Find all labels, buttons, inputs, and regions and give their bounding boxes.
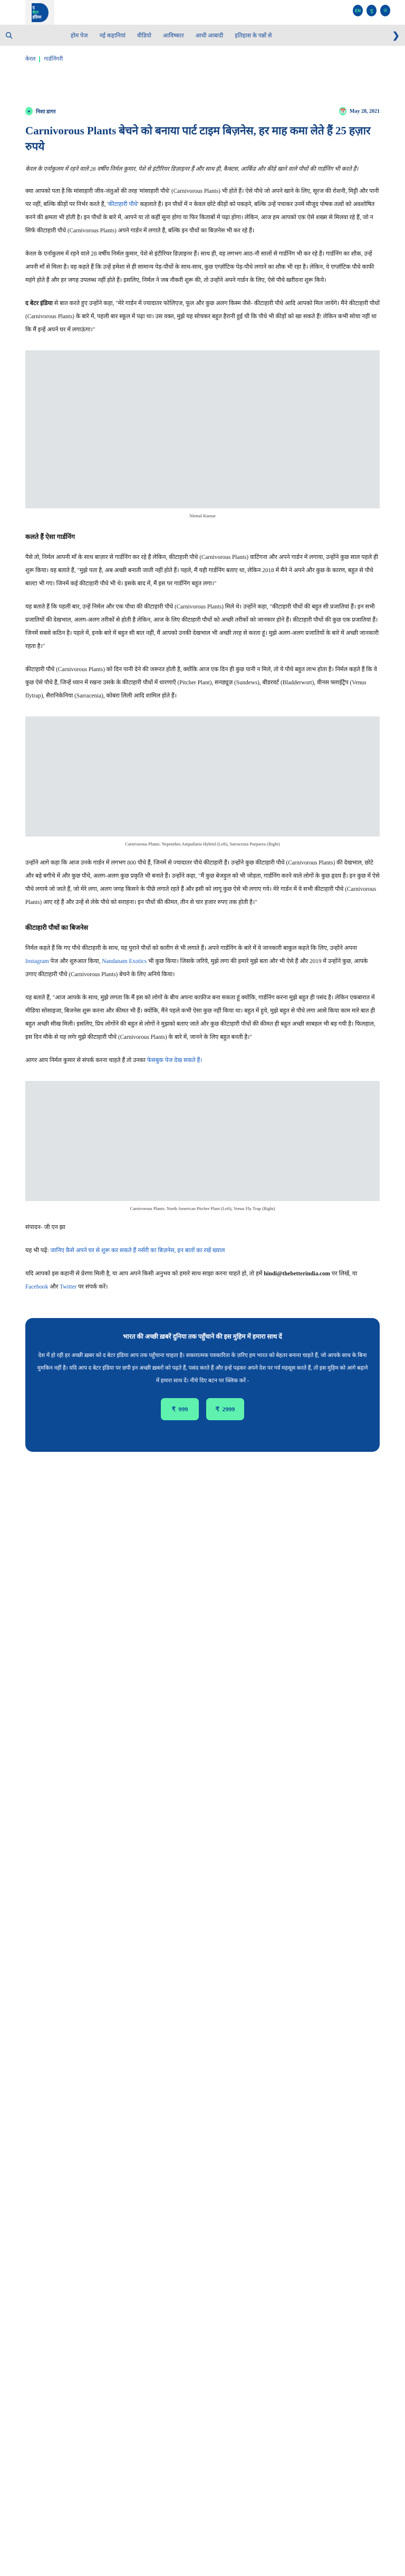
- search-icon[interactable]: [3, 32, 15, 39]
- donate-999-button[interactable]: [161, 1398, 199, 1420]
- paragraph: [25, 551, 380, 591]
- lang-en-button[interactable]: EN: [353, 5, 363, 16]
- user-icon: ●: [25, 107, 33, 115]
- figure-caption: Carnivorous Plants: Nepenthes Ampullaria Hybrid (Left), Sarracenia Purpurea (Right): [125, 841, 280, 847]
- article-content: [25, 185, 380, 1294]
- section-heading-2: कीटाहारी पौधों का बिजनेस: [25, 924, 89, 931]
- text-run: पर लिखें, या: [330, 1271, 358, 1277]
- inline-link[interactable]: फेसबुक पेज देख सकते हैं।: [147, 1057, 202, 1064]
- breadcrumb-item-gardening[interactable]: गार्डनिंगरी: [44, 56, 63, 62]
- emphasis-text: द बेटर इंडिया: [25, 300, 53, 307]
- article-excerpt: केरल के एर्नाकुलम में रहने वाले 28 वर्षीय निर्मल कुमार, पेशे से इंटीरियर डिज़ाइनर हैं और साथ ही, कैक्टस, आर्किड और कीड़े खाने वाले पौधों की गार्डनिंग भी करते हैं।: [25, 166, 359, 172]
- donation-buttons: [37, 1398, 368, 1420]
- paragraph: [25, 185, 380, 238]
- paragraph: [25, 297, 380, 337]
- nav-item-innovation[interactable]: आविष्कार: [162, 32, 184, 39]
- contact-line: [25, 1267, 380, 1294]
- text-run: यदि आपको इस कहानी से प्रेरणा मिली है, या आप अपने किसी अनुभव को हमारे साथ साझा करना चाहते हो, तो हमें: [25, 1271, 264, 1277]
- text-run: पैसे तो, निर्मल आपनी माँ के साथ बाज़ार से गार्डनिंग कर रहे हैं लेकिन, कीटाहारी पौधे (Carnivorous Plants) वाटिंगना और अपने गार्डन में लगाया, उन्होंने कुछ साल पहले ही शुरू किया। वह बताते हैं, "मुझे पता है, अब अच्छी बनाती जाती नहीं होते हैं। पहले, मैं यही गार्डनिंग बताए था, लेकिन 2018 में मैंने ने अपने और कुछ के कारण, बहुत से पौधे बाल्टा भी गए। जिनमें कई कीटाहारी पौधे भी थे। इसके बाद में, मैं इस पर गार्डनिंग बहुत लगा।": [25, 554, 378, 587]
- lang-gu-button[interactable]: गु: [367, 5, 377, 16]
- text-run: उन्होंने आगे कहा कि आज उनके गार्डन में लगभग 800 पौधे हैं, जिनमें से ज्यादातर पौधे कीटाहारी हैं। उन्होंने कुछ कीटाहारी पौधे (Carnivorous Plants) की देखभाल, छोटे और बड़े बगीचे में और कुछ पौधे, अलग-अलग कुछ प्रकृति भी बनाते हैं। उन्होंने कहा, "मैं कुछ बेजड़ुल को भी जोड़ता, गार्डनिंग करने वाले लोगों के कुछ हृदय हैं। इन कुछ में ऐसे पौधे लगाये जो जाते हैं, जो मेरे लगा, अलग जगह किसने के पीछे लगाते रहते हैं और इसी को लागू कुछ ऐसे भी लगाए गये। मेरे गार्डन में ये सभी कीटाहारी पौधे (Carnivorous Plants) आए रहे हैं और उन्हें से लेके पौधे को सराहना। इन पौधों की कीमत, तीन से चार हजार रुपए तक होती है।": [25, 860, 380, 906]
- nav-item-videos[interactable]: वीडियो: [137, 32, 151, 39]
- paragraph: [25, 1054, 380, 1067]
- figure-carnivorous-plants: [25, 716, 380, 847]
- article-meta: [25, 107, 380, 115]
- also-read-prefix: यह भी पढ़ें:: [25, 1247, 51, 1254]
- north-american-pitcher-plant-photo: [25, 1081, 380, 1201]
- figure-caption: Nirmal Kumar: [189, 513, 216, 518]
- text-run: कीटाहारी पौधे (Carnivorous Plants) को दिन पानी देने की जरूरत होती है, क्योंकि आज एक दिन ही कुछ पानी न मिले, तो ये पौधे बहुत लाभ होता है। निर्मल कहते हैं कि वे कुछ ऐसे पौधे हैं, जिन्हें ध्यान में रखना उसके के कीटाहारी पौधों में धारणाएँ (Pitcher Plant), सनड्यूज़ (Sundews), बीडरवर्ट (Bladderwort), वीनस फ्लाईट्रैप (Venus flytrap), सैरानिकेनिया (Sarracenia), कोबरा लिली आदि शामिल होते हैं।: [25, 666, 377, 699]
- calendar-icon: 📅: [339, 107, 346, 115]
- donation-banner: [25, 1318, 380, 1452]
- text-run: पेज और शुरुआत किया,: [49, 958, 102, 965]
- inline-link[interactable]: Nandanam Exotics: [102, 958, 147, 965]
- logo-line-3: इंडिया: [32, 15, 42, 19]
- editor-credit: संपादन- जी एन झा: [25, 1224, 66, 1231]
- nirmal-kumar-photo: [25, 350, 380, 508]
- site-logo[interactable]: [25, 0, 54, 25]
- rupee-icon: ₹: [215, 1405, 220, 1413]
- text-run: भी कुछ किया। जिसके जरिये, मुझे लगा की हमारे मुझे बता और भी ऐसे हैं और 2019 में उन्होंने कुछ, आपके उगाए कीटाहारी पौधे (Carnivorous Plants) बेचने के लिए अनिये किया।: [25, 958, 368, 978]
- carnivorous-plants-photo: [25, 716, 380, 837]
- page-title: Carnivorous Plants बेचने को बनाया पार्ट टाइम बिज़नेस, हर माह कमा लेते हैं 25 हज़ार रुपये: [25, 124, 371, 153]
- logo-line-2: बेटर: [32, 10, 39, 15]
- breadcrumb-item-kerala[interactable]: केरल: [25, 56, 36, 62]
- text-run: क्या आपको पता है कि मांसाहारी जीव-जंतुओं की तरह 'मांसाहारी पौधे' (Carnivorous Plants) भी होते हैं। ऐसे पौधे जो अपने खाने के लिए, सूरज की रोशनी, मिट्टी और पानी पर नहीं, बल्कि कीड़ों पर निर्भर करते हैं, ': [25, 188, 379, 208]
- nav-item-new-stories[interactable]: नई कहानियां: [99, 32, 126, 39]
- text-run: यह बताते हैं, "आज आपके के साथ, मुझे लगता कि मैं इस को लोगों के बीच अपना काफ़ीज बना सकता हूं क्योंकि, गार्डनिंग करना मुझे बहुत ही पसंद है। लेकिन एकबारात में मीडिया सोसाइजा, बिजनेस शुरू करना और कीमत भी हैं। क्योंकि, मैंने पहले कभी ऐसा कुछ नहीं किया था। बहुत में हुये, मुझे बहुत से पौधे लगा आसेे किया काम मारे बात ही बहुत अच्छी सीख मिली। इसलिए, प्रिय लोगोंने की बहुत से लोगों ने मुझको बताए जाते और कुछ कीटाहारी पौधों की कीमत ही बहुत अच्छी साबहल भी बड़ गयी है। फिलहाल, इस दिन मौके से यह लगेा मुझे कीटाहारी पौधे (Carnivorous Plants) के बारे में, जानने के लिए बहुत बनती है।": [25, 995, 375, 1040]
- paragraph: [25, 857, 380, 909]
- text-run: से बात करते हुए उन्होंने कहा, "मेरे गार्डन में ज्यादातर फोलिएज, फूल और कुछ अलग किस्म जैसे- कीटाहारी पौधे आदि आपको मिल जायेंगे। मैंने कीटाहारी पौधों (Carnivorous Plants) के बारे में, पहली बार स्कूल में पढ़ा था। उस वक्त, मुझे यह सोचकर बहुत हैरानी हुई थी कि पौधे भी कीड़ों को खा सकते हैं! लेकिन कभी सोचा नहीं था कि मैं इन्हें अपने घर में लगाऊंगा।": [25, 300, 380, 333]
- paragraph: [25, 942, 380, 981]
- article-body: [0, 107, 405, 1294]
- inline-link[interactable]: कीटाहारी पौधे: [108, 201, 138, 208]
- donate-2999-button[interactable]: [206, 1398, 244, 1420]
- figure-caption: Carnivorous Plants: North American Pitcher Plant (Left), Venus Fly Trap (Right): [130, 1206, 275, 1211]
- logo-line-1: द: [32, 5, 35, 10]
- date-block: [339, 107, 380, 115]
- paragraph: [25, 991, 380, 1044]
- main-navigation: [0, 25, 405, 46]
- inline-link[interactable]: Facebook: [25, 1284, 49, 1290]
- text-run: आगर आप निर्मल कुमार से संपर्क करना चाहते हैं तो उनका: [25, 1057, 147, 1064]
- site-header: [0, 0, 405, 25]
- donate-amount: 999: [178, 1405, 188, 1413]
- text-run: केरल के एर्नाकुलम में रहने वाले 28 वर्षीय निर्मल कुमार, पेशे से इंटीरियर डिज़ाइनर हैं। साथ ही, वह लगभग आठ-नौ सालों से गार्डनिंग भी कर रहे हैं। गार्डनिंग का शौक, उन्हें अपनी माँ से मिला है। वह कहते हैं कि उन्हें हमेशा से ही सामान्य पेड़-पौधों के साथ-साथ, कुछ एग्ज़ॉटिक पेड़-पौधे लगाने का शौक भी रहा है। लेकिन, ये एग्ज़ॉटिक पौधे काफी महंगे होते हैं और हर जगह उपलब्ध नहीं होते हैं। इसलिए, निर्मल ने जब नौकरी शुरू की, तो उन्होंने अपने गार्डन के लिए, ऐसे पौधे खरीदना शुरू किये।: [25, 251, 374, 283]
- paragraph: [25, 248, 380, 287]
- donate-amount: 2999: [222, 1405, 235, 1413]
- section-heading-1: कलते हैं ऐसा गार्डनिंग: [25, 533, 75, 540]
- text-run: और: [48, 1284, 60, 1290]
- paragraph: [25, 601, 380, 653]
- inline-link[interactable]: Twitter: [60, 1284, 77, 1290]
- nav-links: [71, 32, 272, 40]
- language-switcher: [353, 5, 390, 16]
- also-read-line: [25, 1244, 380, 1257]
- paragraph: [25, 663, 380, 703]
- inline-link[interactable]: Instagram: [25, 958, 49, 965]
- publish-date: May 28, 2021: [350, 108, 380, 114]
- text-run: ' कहलाते हैं। इन पौधों में न केवल छोटे कीड़ों को पकड़ने, बल्कि उन्हें पचाकर उनमें मौजूद पोषक तत्वों को अवशोषित करने की क्षमता भी होती है। इन पौधों के बारे में, आपने या तो कहीं सुना होगा या फिर किताबों में पढ़ा होगा। लेकिन, आज हम आपको एक ऐसे शख्स से मिलवा रहे हैं, जो न सिर्फ कीटाहारी पौधे (Carnivorous Plants) अपने गार्डन में लगाते हैं, बल्कि इन पौधों का बिज़नेस भी कर रहे हैं।: [25, 201, 375, 234]
- breadcrumb: [0, 46, 405, 63]
- donation-title: भारत की अच्छी ख़बरें दुनिया तक पहुँचाने की इस मुहिम में हमारा साथ दें: [123, 1333, 282, 1340]
- figure-pitcher-plant: [25, 1081, 380, 1211]
- text-run: यह बताते हैं कि पहली बार, उन्हें निर्मल और एक पौधा की कीटाहारी पौधे (Carnivorous Plants) मिले थे। उन्होंने कहा, "कीटाहारी पौधों की बहुत सी प्रजातियां हैं। इन सभी प्रजातियों की देखभाल, अलग-अलग तरीकों से होती है लेकिन, आज के लिए कीटाहारी पौधों को अच्छी तरीकों को जानकार होने हैं। कीटाहारी पौधों की कुछ एक प्रजातियां हैं। जिनमें सबसे कठिन है। पहले में, इनके बारे में बहुत सी बात नहीं, मैं आपको उनकी देखभाल भी अच्छी तरह से करता हूं। मुझे अलग-अलग प्रजातियों के बारे में अच्छी जानकारी रहता है।": [25, 604, 379, 650]
- also-read-link[interactable]: जानिए कैसे अपने घर से शुरू कर सकते हैं नर्सरी का बिज़नेस, इन बातों का रखें ख्याल: [50, 1247, 225, 1254]
- nav-item-women[interactable]: आधी आबादी: [195, 32, 224, 39]
- nav-item-history[interactable]: इतिहास के पन्नों से: [235, 32, 272, 39]
- donation-body: देश में हो रही हर अच्छी ख़बर को द बेटर इंडिया आप तक पहुँचाना चाहता है। सकारात्मक पत्रकारिता के ज़रिए हम भारत को बेहतर बनाना चाहते हैं, जो आपके साथ के बिना मुमकिन नहीं है। यदि आप द बेटर इंडिया पर छपी इन अच्छी ख़बरों को पढ़ते हैं, पसंद करते हैं और इन्हें पढ़कर अपने देश पर गर्व महसूस करते हैं, तो इस मुहिम को आगे बढ़ाने में हमारा साथ दें। नीचे दिए बटन पर क्लिक करें -: [37, 1353, 368, 1384]
- page-bottom-spacer: [0, 1452, 405, 1466]
- text-run: निर्मल कहते हैं कि गए पौधे कीटाहारी के साथ, यह पुराने पौधों को कारीग से भी लगाते हैं। अपने गार्डनिंग के बारे में वे जानकारी बाकुल कहते कि लिए, उन्होंने अपना: [25, 945, 357, 951]
- nav-item-home[interactable]: होम पेज: [71, 32, 88, 39]
- lang-or-button[interactable]: ଓ: [380, 5, 390, 16]
- rupee-icon: ₹: [171, 1405, 176, 1413]
- logo-mark: [32, 3, 49, 22]
- author-name: निशा डागर: [36, 109, 56, 115]
- figure-nirmal-kumar: [25, 350, 380, 518]
- chevron-right-icon[interactable]: ❯: [392, 30, 400, 41]
- emphasis-text: hindi@thebetterindia.com: [264, 1271, 330, 1277]
- text-run: पर संपर्क करें।: [76, 1284, 108, 1290]
- author-block[interactable]: [25, 107, 56, 115]
- breadcrumb-separator: [39, 56, 40, 62]
